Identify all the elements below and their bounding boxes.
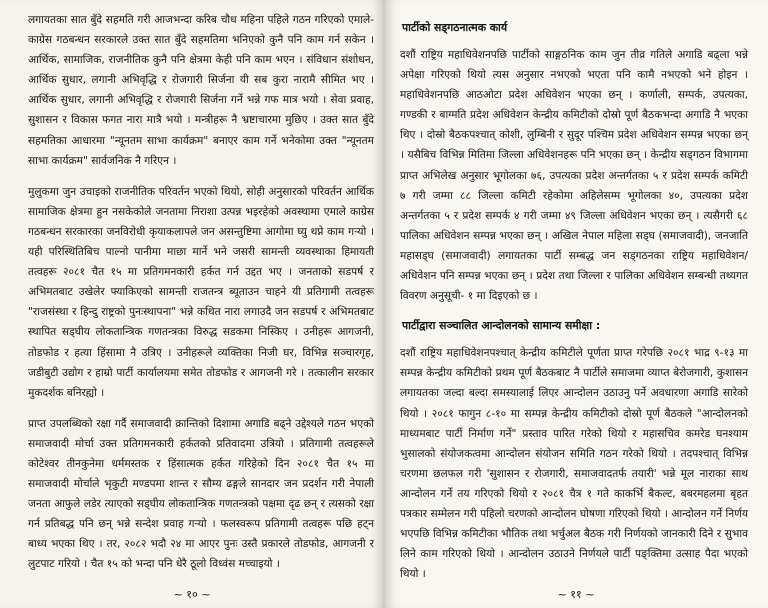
movement-review-heading: पार्टीद्वारा सञ्चालित आन्दोलनको सामान्य समीक्षा : bbox=[402, 319, 601, 333]
left-page-number: ~ १० ~ bbox=[173, 588, 211, 601]
organizational-work-heading: पार्टीको सड्गठनात्मक कार्य bbox=[402, 21, 508, 34]
left-paragraph-1: लगायतका सात बुँदे सहमति गरी आजभन्दा करिब चौध महिना पहिले गठन गरिएको एमाले-काग्रेस गठबन्धन सरकारले उक्त सात बुँदे सहमतिमा भनिएको कुनै पनि काम गर्न सकेन । आर्थिक, सामाजिक, राजनीतिक कुनै पनि क्षेत्रमा केही पनि काम भएन । संविधान संशोधन, आर्थिक सुधार, लगानी अभिवृद्धि र रोजगारी सिर्जना यी सब कुरा नारामै सीमित भए । आर्थिक सुधार, लगानी अभिवृद्धि र रोजगारी सिर्जना गर्ने भन्ने गफ मात्र भयो । सेवा प्रवाह, सुशासन र विकास फगत नारा मात्रै भयो । मन्त्रीहरू नै भ्रष्टाचारमा मुछिए । उक्त सात बुँदे सहमतिका आधारमा "न्यूनतम साभा कार्यक्रम" बनाएर काम गर्ने भनेकोमा उक्त "न्यूनतम साभा कार्यक्रम" सार्वजनिक नै गरिएन । bbox=[28, 14, 374, 167]
right-page-number: ~ ११ ~ bbox=[557, 588, 595, 601]
organizational-work-paragraph: दशौं राष्ट्रिय महाधिवेशनपछि पार्टीको साङ्गठनिक काम जुन तीव्र गतिले अगाडि बढ्ला भन्ने अपेक्षा गरिएको थियो त्यस अनुसार नभएको भएता पनि कामै नभएको भने होइन । महाधिवेशनपछि आठओटा प्रदेश अधिवेशन भएका छन् । कर्णाली, सम्पर्क, उपत्यका, गण्डकी र बाग्मति प्रदेश अधिवेशन केन्द्रीय कमिटीको दोस्रो पूर्ण बैठकभन्दा अगाडि नै भएका थिए । दोस्रो बैठकपश्चात् कोशी, लुम्बिनी र सुदूर पश्चिम प्रदेश अधिवेशन सम्पन्न भएका छन् । यसैबिच विभिन्न मितिमा जिल्ला अधिवेशनहरू पनि भएका छन् । केन्द्रीय सड्गठन विभागमा प्राप्त अभिलेख अनुसार भूगोलका ७६, उपत्यका प्रदेश अन्तर्गतका ५ र प्रदेश सम्पर्क कमिटी ७ गरी जम्मा ८८ जिल्ला कमिटी रहेकोमा अहिलेसम्म भूगोलका ४०, उपत्यका प्रदेश अन्तर्गतका ५ र प्रदेश सम्पर्क ४ गरी जम्मा ४९ जिल्ला अधिवेशन भएका छन् । त्यसैगरी ६८ पालिका अधिवेशन सम्पन्न भएका छन् । अखिल नेपाल महिला सड्घ (समाजवादी), जनजाति महासड्घ (समाजवादी) लगायतका पार्टी सम्बद्ध जन सड्गठनका राष्ट्रिय महाधिवेशन/अधिवेशन पनि सम्पन्न भएका छन् । प्रदेश तथा जिल्ला र पालिका अधिवेशन सम्बन्धी तथ्यगत विवरण अनुसूची- १ मा दिइएको छ । bbox=[400, 49, 748, 303]
left-paragraph-2: मुलुकमा जुन उचाइको राजनीतिक परिवर्तन भएको थियो, सोही अनुसारको परिवर्तन आर्थिक सामाजिक क्षेत्रमा हुन नसकेकोले जनतामा निराशा उत्पन्न भइरहेको अवस्थामा एमाले काग्रेस गठबन्धन सरकारका जनविरोधी कृयाकलापले जन असन्तुष्टिमा आगोमा घ्यु थप्ने काम गर्‍यो । यही परिस्थितिबिच पाल्नो पानीमा माछा मार्ने भने जसरी सामन्ती व्यवस्थाका हिमायती तत्वहरू २०८१ चैत १५ मा प्रतिगमनकारी हर्कत गर्न उद्दत भए । जनताको सडपर्ष र अभिमतबाट उखेलेर फ्याकिएको सामन्ती राजतन्त्र ब्यूताउन चाहने यी प्रतिगामी तत्वहरू "राजसंस्था र हिन्दु राष्ट्रको पुनःस्थापना" भन्ने कथित नारा लगाउदै जन सडपर्ष र अभिमतबाट स्थापित सड्घीय लोकतान्त्रिक गणतन्त्रका विरुद्ध सडकमा निस्किए । उनीहरू आगजनी, तोडफोड र हत्या हिंसामा नै उत्रिए । उनीहरूले व्यक्तिका निजी घर, विभिन्न सञ्चारगृह, जडीबुटी उद्योग र हाम्रो पार्टी कार्यालयमा समेत तोडफोड र आगजनी गरे । तत्कालीन सरकार मुकदर्शक बनिरह्यो । bbox=[28, 185, 374, 399]
right-page bbox=[384, 0, 768, 608]
left-paragraph-3: प्राप्त उपलब्धिको रक्षा गर्दै समाजवादी क्रान्तिको दिशामा अगाडि बढ्ने उद्देश्यले गठन भएको समाजवादी मोर्चा उक्त प्रतिगमनकारी हर्कतको प्रतिवादमा उत्रियो । प्रतिगामी तत्वहरूले कोटेश्वर तीनकुनेमा धर्ममस्तक र हिंसात्मक हर्कत गरिहेको दिन २०८१ चैत १५ मा समाजवादी मोर्चाले भृकुटी मण्डपमा शान्त र सौम्य ढङ्गले सानदार जन प्रदर्शन गरी नेपाली जनता आफुले लडेर त्याएको सड्घीय लोकतान्त्रिक गणतन्त्रको पक्षमा दृढ छन् र त्यसको रक्षा गर्न प्रतिबद्ध पनि छन् भन्ने सन्देश प्रवाह गर्‍यो । फलस्वरूप प्रतिगामी तत्वहरू पछि हट्न बाध्य भएका थिए । तर, २०८२ भदौ २४ मा आएर पुनः उस्तै प्रकारले तोडफोड, आगजनी र लुटपाट गरियो । चैत १५ को भन्दा पनि धेरै ठूलो विध्वंस मच्चाइयो । bbox=[28, 417, 374, 571]
movement-review-paragraph: दशौं राष्ट्रिय महाधिवेशनपश्चात् केन्द्रीय कमिटीले पूर्णता प्राप्त गरेपछि २०८१ भाद्र ९-१३ मा सम्पन्न केन्द्रीय कमिटीको प्रथम पूर्ण बैठकबाट नै पार्टीले समाजमा व्याप्त बेरोजगारी, कुशासन लगायतका जल्दा बल्दा समस्यालाई लिएर आन्दोलन उठाउनु पर्ने अवधारणा अगाडि सारेको थियो । २०८१ फागुन ८-१० मा सम्पन्न केन्द्रीय कमिटीको दोस्रो पूर्ण बैठकले "आन्दोलनको माध्यमबाट पार्टी निर्माण गर्ने" प्रस्ताव पारित गरेको थियो र महासचिव कमरेड घनश्याम भुसालको संयोजकत्वमा आन्दोलन संयोजन समिति गठन गरेको थियो । तदपश्चात् विभिन्न चरणमा छलफल गरी 'सुशासन र रोजगारी, समाजवादतर्फ तयारी' भन्ने मूल नाराका साथ आन्दोलन गर्ने तय गरिएको थियो र २०८१ चैत्र १ गते काकर्भि बैकल्ट, बबरमहलमा बृहत पत्रकार सम्मेलन गरी पहिलो चरणको आन्दोलन घोषणा गरिएको थियो । आन्दोलन गर्ने निर्णय भएपछि विभिन्न कमिटीका भौतिक तथा भर्चुअल बैठक गरी निर्णयको जानकारी दिने र सुभाव लिने काम गरिएको थियो । आन्दोलन उठाउने निर्णयले पार्टी पङ्क्तिमा उत्साह पैदा भएको थियो । bbox=[400, 347, 748, 581]
